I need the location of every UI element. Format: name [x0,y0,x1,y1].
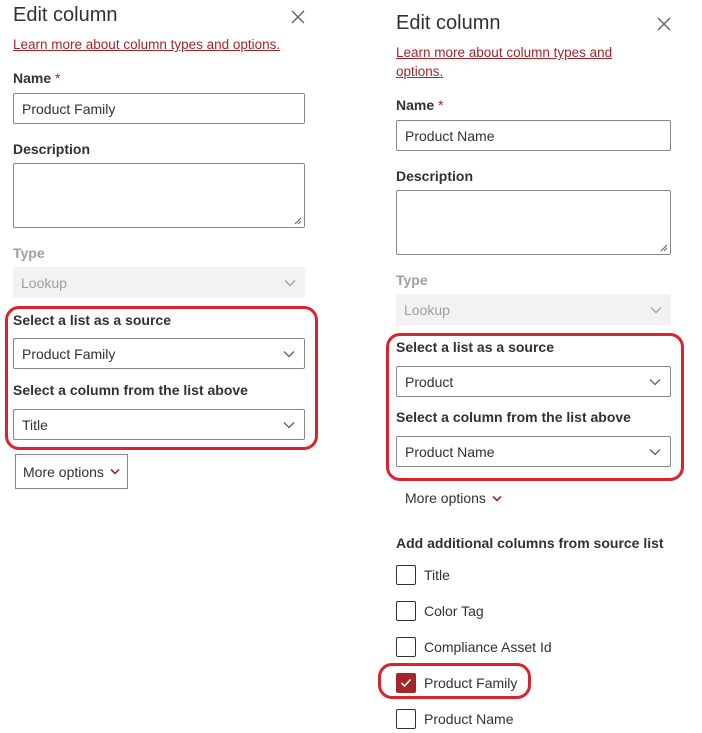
type-value: Lookup [404,301,450,318]
required-mark: * [438,97,444,113]
name-label-text: Name [396,97,435,113]
checkbox-label: Compliance Asset Id [424,639,552,655]
required-mark: * [55,70,61,86]
type-label: Type [396,272,428,288]
checkbox[interactable] [396,601,416,621]
checkbox-label: Color Tag [424,603,484,619]
additional-columns-label: Add additional columns from source list [396,535,664,551]
checkbox-row-compliance-asset-id[interactable] [396,637,552,657]
more-options-label: More options [405,490,486,506]
close-icon[interactable] [290,9,306,25]
chevron-down-icon [492,495,502,502]
checkmark-icon [400,678,412,688]
source-column-dropdown[interactable] [396,436,671,467]
checkbox-label: Product Family [424,675,518,691]
name-input[interactable] [396,120,671,151]
more-options-label: More options [23,463,104,480]
source-column-value: Title [22,416,48,433]
type-dropdown [396,294,671,325]
description-textarea[interactable] [13,163,305,228]
source-list-value: Product Family [22,345,116,362]
checkbox-row-product-family[interactable] [396,673,517,693]
close-icon[interactable] [656,16,672,32]
resize-grip-icon[interactable] [294,217,302,225]
type-dropdown [13,267,305,298]
name-label [13,70,60,86]
source-column-label: Select a column from the list above [13,382,248,398]
source-column-label: Select a column from the list above [396,409,631,425]
edit-column-panel-left [0,0,330,733]
source-list-dropdown[interactable] [396,366,671,397]
type-value: Lookup [21,274,67,291]
name-label-text: Name [13,70,52,86]
learn-more-link[interactable]: Learn more about column types and options. [13,37,281,52]
checkbox-checked[interactable] [396,673,416,693]
source-column-value: Product Name [405,443,495,460]
source-list-label: Select a list as a source [396,339,554,355]
checkbox[interactable] [396,637,416,657]
more-options-button[interactable] [405,488,502,508]
checkbox-label: Product Name [424,711,514,727]
checkbox-row-product-name[interactable] [396,709,513,729]
source-list-dropdown[interactable] [13,338,305,369]
checkbox-label: Title [424,567,450,583]
name-input[interactable] [13,93,305,124]
checkbox-row-title[interactable] [396,565,450,585]
chevron-down-icon [284,279,296,287]
source-list-label: Select a list as a source [13,312,171,328]
type-label: Type [13,245,45,261]
panel-title: Edit column [13,4,118,26]
description-label: Description [13,141,91,157]
description-textarea[interactable] [396,190,671,255]
name-label [396,97,443,113]
chevron-down-icon [649,378,661,386]
name-input-value: Product Family [22,100,116,117]
chevron-down-icon [650,306,662,314]
description-label: Description [396,168,474,184]
edit-column-panel-right [383,0,702,733]
more-options-button[interactable] [15,454,128,489]
source-column-dropdown[interactable] [13,409,305,440]
checkbox-row-color-tag[interactable] [396,601,484,621]
chevron-down-icon [649,448,661,456]
source-list-value: Product [405,373,454,390]
checkbox[interactable] [396,565,416,585]
learn-more-link[interactable]: Learn more about column types and options. [396,45,613,79]
chevron-down-icon [283,421,295,429]
chevron-down-icon [110,468,120,475]
resize-grip-icon[interactable] [660,244,668,252]
checkbox[interactable] [396,709,416,729]
name-input-value: Product Name [405,127,495,144]
panel-title: Edit column [396,12,501,34]
chevron-down-icon [283,350,295,358]
